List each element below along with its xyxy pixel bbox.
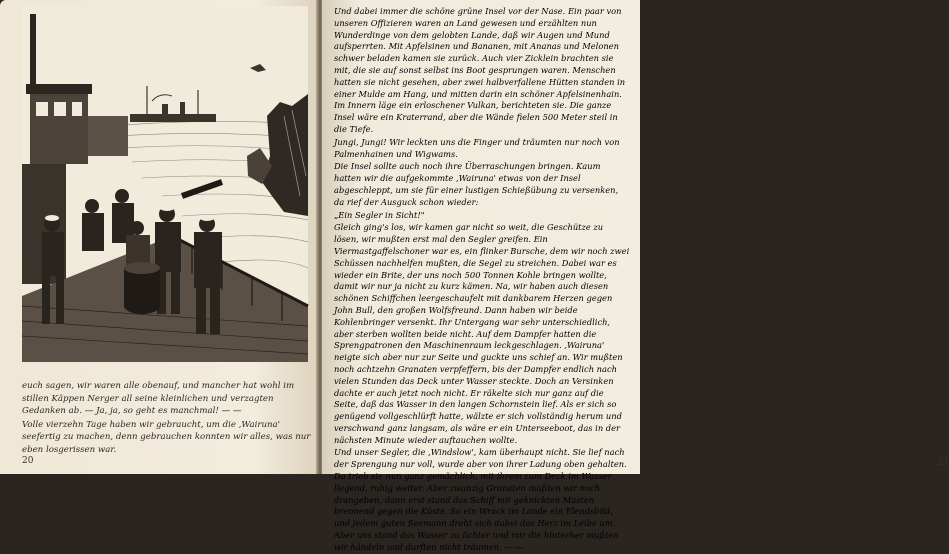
cargo-barrel — [124, 262, 160, 314]
paragraph: Volle vierzehn Tage haben wir gebraucht, um die ‚Wairuna' seefertig zu machen, denn gebrauchen konnten wir alles, was nur eben losgerissen war. — [22, 419, 311, 455]
page-number-left: 20 — [22, 456, 34, 466]
paragraph: euch sagen, wir waren alle obenauf, und mancher hat wohl im stillen Käppen Nerger all seine kleinlichen und verzagten Gedanken ab. — Ja, ja, so geht es manchmal! — — — [22, 381, 295, 417]
paragraph: Jungi, Jungi! Wir leckten uns die Finger und träumten nur noch von Palmenhainen und Wigwams. — [334, 136, 620, 159]
paragraph: Und dabei immer die schöne grüne Insel vor der Nase. Ein paar von unseren Offizieren waren an Land gewesen und erzählten nun Wunderdinge von dem gelobten Lande, daß wir Augen und Mund aufsperrten. Mit Apfelsinen und Bananen, mit Ananas und Melonen schwer beladen kamen sie zurück. Auch vier Zicklein brachten sie mit, die sie auf sonst selbst ins Boot gesprungen waren. Menschen hatten sie nicht gesehen, aber zwei halbverfallene Hütten standen in einer Mulde am Hang, und mitten darin ein schöner Apfelsinenhain. Im Innern läge ein erloschener Vulkan, berichteten sie. Die ganze Insel wäre ein Kraterrand, aber die Wände fielen 500 Meter steil in die Tiefe. — [334, 6, 626, 134]
right-page-text — [334, 6, 630, 554]
ship-deck-illustration — [22, 6, 308, 362]
paragraph: Die Insel sollte auch noch ihre Überraschungen bringen. Kaum hatten wir die aufgekommte ‚Wairuna' etwas von der Insel abgeschleppt, um sie für einer lustigen Schießübung zu versenken, da rief der Ausguck schon wieder: — [334, 161, 619, 207]
paragraph: „Ein Segler in Sicht!" — [334, 209, 425, 220]
left-page — [0, 0, 318, 474]
paragraph: Und unser Segler, die ‚Windslow', kam überhaupt nicht. Sie lief nach der Sprengung nur voll, wurde aber von ihrer Ladung oben gehalten. Da trieb sie nun ganz gemächlich, mit ihrem zum Deck im Wasser liegend, ruhig weiter. Aber zwanzig Granaten mußten wir noch drangeben, dann erst stand das Schiff mit geknickten Masten brennend gegen die Küste. So ein Wrack im Lande ein Elendsbild, und jedem guten Seemann dreht sich dabei das Herz im Leibe um. Aber uns stand das Wasser zu lichter und mir die hinterher mußten wir händeln und durften nicht träumen. — — — [334, 447, 627, 552]
paragraph: Gleich ging's los, wir kamen gar nicht so weit, die Geschütze zu lösen, wir mußten erst mal den Segler greifen. Ein Viermastgaffelschoner war es, ein flinker Bursche, dem wir noch zwei Schüssen nachhelfen mußten, die Segel zu streichen. Dabei war es wieder ein Brite, der uns noch 500 Tonnen Kohle bringen wollte, damit wir nur ja nicht zu kurz kämen. Na, wir haben auch diesen schönen Schiffchen leergeschaufelt mit dankbarem Herzen gegen John Bull, den großen Wolfsfreund. Dann haben wir beide Kohlenbringer versenkt. Ihr Untergang war sehr unterschiedlich, aber sterben wollten beide nicht. Auf dem Dampfer hatten die Sprengpatronen den Maschinenraum leckgeschlagen. ‚Wairuna' neigte sich aber nur zur Seite und guckte uns schief an. Wir mußten noch achtzehn Granaten verpfeffern, bis der Dampfer endlich nach vielen Stunden das Deck unter Wasser steckte. Doch an Versinken dachte er auch jetzt noch nicht. Er räkelte sich nur ganz auf die Seite, daß das Wasser in den langen Schornstein lief. Als er sich so genügend vollgeschlürft hatte, wälzte er sich vollständig herum und verschwand ganz langsam, als wäre er ein Unterseeboot, das in der nächsten Minute wieder auftauchen wollte. — [334, 222, 630, 445]
left-page-text — [22, 380, 312, 457]
page-number-right: 21 — [938, 458, 949, 468]
